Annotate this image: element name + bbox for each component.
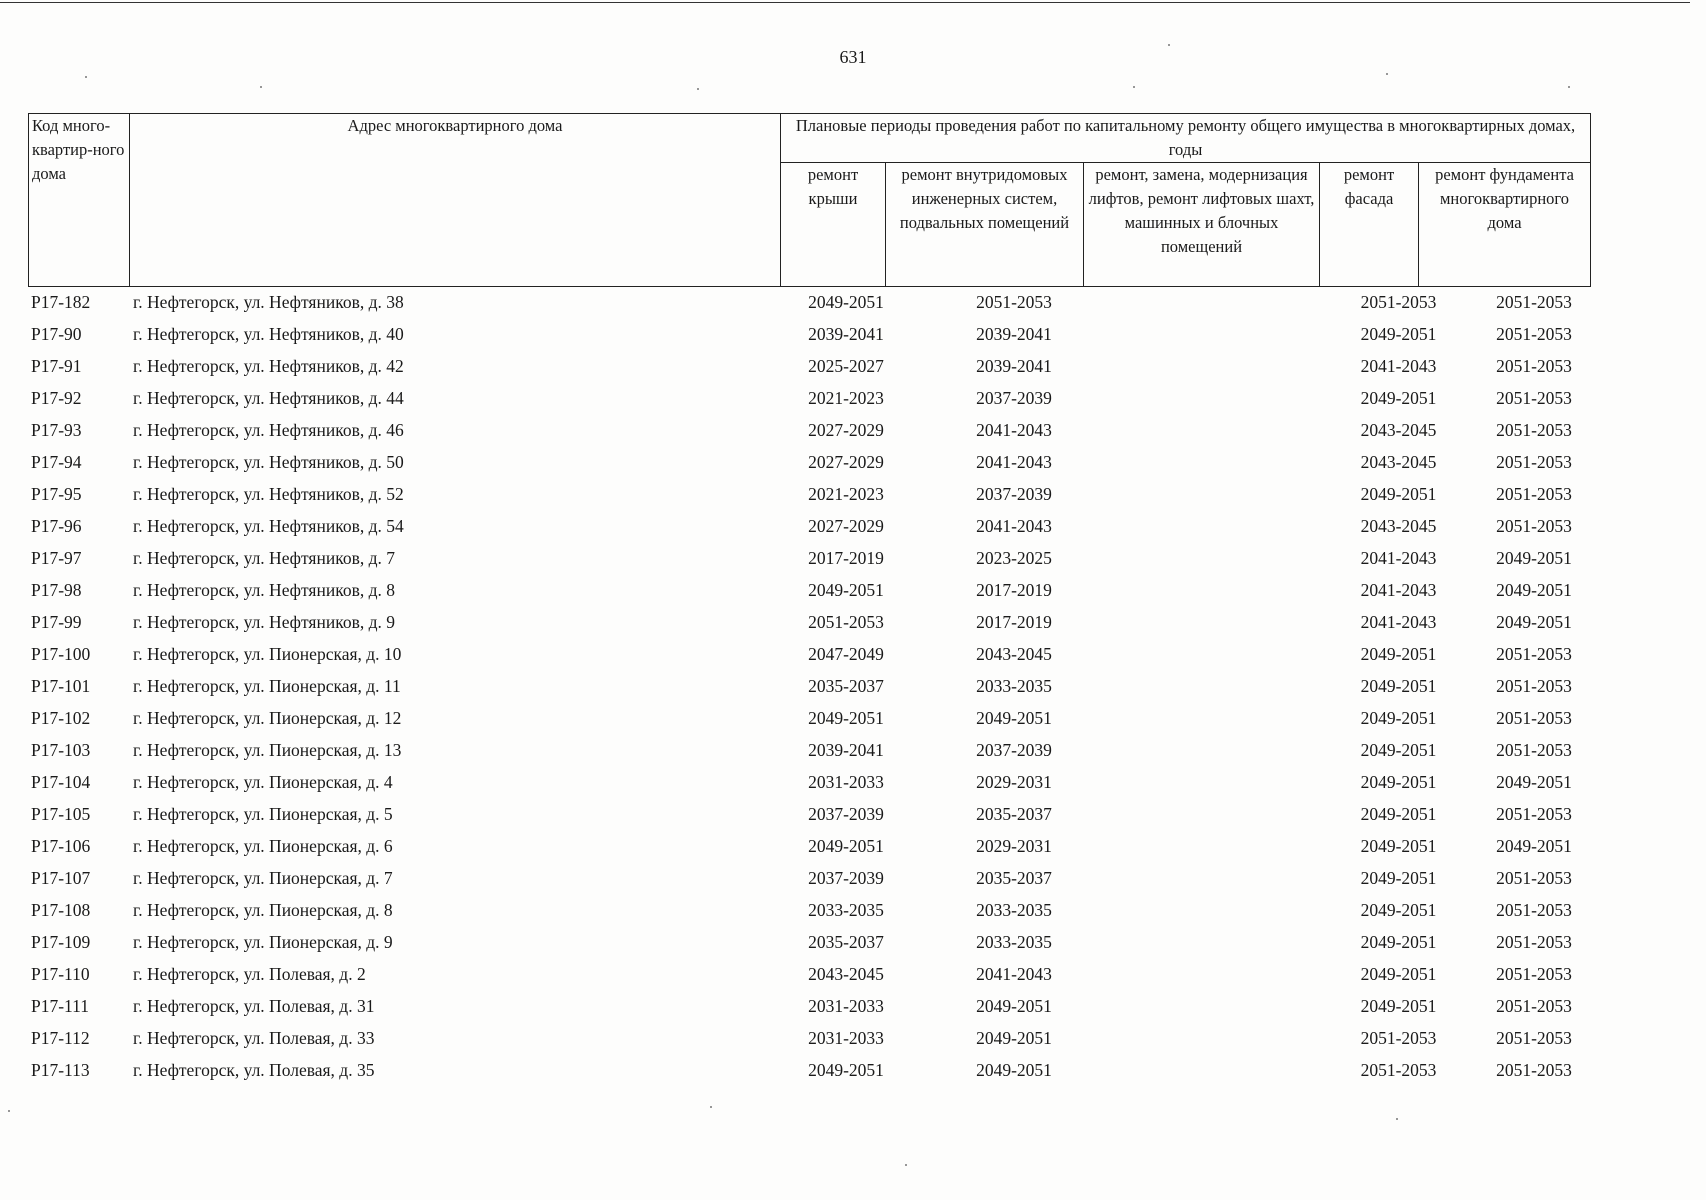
cell-roof: 2039-2041 — [808, 324, 884, 344]
table-row — [28, 705, 1590, 737]
cell-roof: 2049-2051 — [808, 580, 884, 600]
cell-code: P17-94 — [31, 452, 82, 472]
cell-facade: 2041-2043 — [1360, 580, 1437, 600]
table-row — [28, 673, 1590, 705]
table-row — [28, 481, 1590, 513]
cell-code: P17-93 — [31, 420, 82, 440]
cell-foundation: 2051-2053 — [1496, 356, 1572, 376]
cell-roof: 2037-2039 — [808, 868, 884, 888]
cell-engineering: 2041-2043 — [976, 964, 1052, 984]
cell-address: г. Нефтегорск, ул. Полевая, д. 33 — [133, 1028, 375, 1048]
cell-foundation: 2049-2051 — [1496, 580, 1572, 600]
cell-code: P17-107 — [31, 868, 91, 888]
cell-foundation: 2051-2053 — [1496, 516, 1572, 536]
cell-foundation: 2049-2051 — [1496, 836, 1572, 856]
cell-roof: 2035-2037 — [808, 932, 884, 952]
cell-engineering: 2049-2051 — [976, 708, 1052, 728]
cell-facade: 2049-2051 — [1360, 932, 1437, 952]
cell-roof: 2037-2039 — [808, 804, 884, 824]
cell-engineering: 2033-2035 — [976, 676, 1052, 696]
cell-address: г. Нефтегорск, ул. Нефтяников, д. 42 — [133, 356, 404, 376]
cell-foundation: 2051-2053 — [1496, 644, 1572, 664]
cell-engineering: 2017-2019 — [976, 580, 1052, 600]
cell-address: г. Нефтегорск, ул. Нефтяников, д. 54 — [133, 516, 404, 536]
cell-address: г. Нефтегорск, ул. Пионерская, д. 7 — [133, 868, 393, 888]
cell-roof: 2027-2029 — [808, 452, 884, 472]
cell-address: г. Нефтегорск, ул. Пионерская, д. 12 — [133, 708, 402, 728]
cell-foundation: 2051-2053 — [1496, 996, 1572, 1016]
cell-code: P17-90 — [31, 324, 82, 344]
cell-foundation: 2051-2053 — [1496, 932, 1572, 952]
cell-roof: 2033-2035 — [808, 900, 884, 920]
cell-code: P17-101 — [31, 676, 91, 696]
cell-engineering: 2017-2019 — [976, 612, 1052, 632]
table-row — [28, 929, 1590, 961]
cell-facade: 2051-2053 — [1360, 292, 1437, 312]
cell-code: P17-110 — [31, 964, 90, 984]
table-row — [28, 513, 1590, 545]
cell-code: P17-104 — [31, 772, 91, 792]
cell-code: P17-102 — [31, 708, 91, 728]
cell-foundation: 2051-2053 — [1496, 452, 1572, 472]
cell-facade: 2049-2051 — [1360, 804, 1437, 824]
cell-facade: 2049-2051 — [1360, 836, 1437, 856]
scan-speck — [1568, 86, 1570, 88]
table-row — [28, 865, 1590, 897]
cell-address: г. Нефтегорск, ул. Пионерская, д. 9 — [133, 932, 393, 952]
cell-code: P17-103 — [31, 740, 91, 760]
scan-speck — [1396, 1118, 1398, 1120]
cell-code: P17-112 — [31, 1028, 90, 1048]
scan-speck — [697, 88, 699, 90]
scan-speck — [85, 76, 87, 78]
cell-roof: 2021-2023 — [808, 388, 884, 408]
cell-code: P17-113 — [31, 1060, 90, 1080]
cell-code: P17-111 — [31, 996, 90, 1016]
scan-speck — [8, 1110, 10, 1112]
cell-address: г. Нефтегорск, ул. Пионерская, д. 11 — [133, 676, 401, 696]
cell-address: г. Нефтегорск, ул. Полевая, д. 2 — [133, 964, 366, 984]
cell-address: г. Нефтегорск, ул. Пионерская, д. 6 — [133, 836, 393, 856]
table-body — [28, 289, 1590, 1089]
cell-code: P17-97 — [31, 548, 82, 568]
cell-foundation: 2051-2053 — [1496, 676, 1572, 696]
cell-foundation: 2051-2053 — [1496, 292, 1572, 312]
cell-engineering: 2029-2031 — [976, 772, 1052, 792]
cell-address: г. Нефтегорск, ул. Пионерская, д. 8 — [133, 900, 393, 920]
cell-roof: 2027-2029 — [808, 516, 884, 536]
cell-roof: 2047-2049 — [808, 644, 884, 664]
table-row — [28, 417, 1590, 449]
cell-engineering: 2041-2043 — [976, 420, 1052, 440]
cell-address: г. Нефтегорск, ул. Полевая, д. 31 — [133, 996, 375, 1016]
cell-foundation: 2051-2053 — [1496, 804, 1572, 824]
scan-speck — [1133, 86, 1135, 88]
cell-facade: 2043-2045 — [1360, 516, 1437, 536]
cell-facade: 2041-2043 — [1360, 612, 1437, 632]
table-row — [28, 577, 1590, 609]
cell-engineering: 2049-2051 — [976, 996, 1052, 1016]
cell-engineering: 2023-2025 — [976, 548, 1052, 568]
cell-address: г. Нефтегорск, ул. Нефтяников, д. 46 — [133, 420, 404, 440]
cell-roof: 2049-2051 — [808, 292, 884, 312]
cell-engineering: 2029-2031 — [976, 836, 1052, 856]
cell-foundation: 2049-2051 — [1496, 612, 1572, 632]
cell-code: P17-91 — [31, 356, 82, 376]
cell-facade: 2043-2045 — [1360, 452, 1437, 472]
cell-facade: 2049-2051 — [1360, 740, 1437, 760]
cell-foundation: 2051-2053 — [1496, 868, 1572, 888]
cell-roof: 2031-2033 — [808, 996, 884, 1016]
cell-code: P17-108 — [31, 900, 91, 920]
table-row — [28, 353, 1590, 385]
table-row — [28, 993, 1590, 1025]
cell-foundation: 2051-2053 — [1496, 900, 1572, 920]
table-header — [28, 113, 1591, 287]
cell-foundation: 2051-2053 — [1496, 708, 1572, 728]
cell-address: г. Нефтегорск, ул. Нефтяников, д. 7 — [133, 548, 395, 568]
cell-roof: 2021-2023 — [808, 484, 884, 504]
cell-foundation: 2051-2053 — [1496, 420, 1572, 440]
header-foundation: ремонт фундамента многоквартирного дома — [1419, 163, 1591, 287]
cell-facade: 2041-2043 — [1360, 356, 1437, 376]
table-row — [28, 737, 1590, 769]
cell-engineering: 2051-2053 — [976, 292, 1052, 312]
cell-address: г. Нефтегорск, ул. Нефтяников, д. 44 — [133, 388, 404, 408]
scan-speck — [260, 86, 262, 88]
cell-foundation: 2051-2053 — [1496, 388, 1572, 408]
table-row — [28, 833, 1590, 865]
cell-engineering: 2037-2039 — [976, 388, 1052, 408]
header-lifts: ремонт, замена, модернизация лифтов, ремонт лифтовых шахт, машинных и блочных помещений — [1084, 163, 1320, 287]
cell-address: г. Нефтегорск, ул. Пионерская, д. 5 — [133, 804, 393, 824]
cell-roof: 2049-2051 — [808, 1060, 884, 1080]
cell-foundation: 2051-2053 — [1496, 1060, 1572, 1080]
scan-speck — [1386, 73, 1388, 75]
cell-facade: 2041-2043 — [1360, 548, 1437, 568]
top-border-line — [0, 2, 1690, 3]
cell-facade: 2049-2051 — [1360, 324, 1437, 344]
header-address: Адрес многоквартирного дома — [130, 114, 781, 287]
cell-address: г. Нефтегорск, ул. Нефтяников, д. 8 — [133, 580, 395, 600]
cell-engineering: 2035-2037 — [976, 868, 1052, 888]
cell-code: P17-109 — [31, 932, 91, 952]
cell-foundation: 2051-2053 — [1496, 964, 1572, 984]
cell-roof: 2031-2033 — [808, 772, 884, 792]
cell-code: P17-92 — [31, 388, 82, 408]
cell-address: г. Нефтегорск, ул. Нефтяников, д. 9 — [133, 612, 395, 632]
cell-engineering: 2041-2043 — [976, 452, 1052, 472]
cell-engineering: 2043-2045 — [976, 644, 1052, 664]
cell-code: P17-96 — [31, 516, 82, 536]
cell-facade: 2049-2051 — [1360, 644, 1437, 664]
header-engineering: ремонт внутридомовых инженерных систем, подвальных помещений — [886, 163, 1084, 287]
table-row — [28, 321, 1590, 353]
cell-address: г. Нефтегорск, ул. Нефтяников, д. 40 — [133, 324, 404, 344]
table-row — [28, 769, 1590, 801]
cell-engineering: 2039-2041 — [976, 324, 1052, 344]
cell-roof: 2025-2027 — [808, 356, 884, 376]
cell-engineering: 2039-2041 — [976, 356, 1052, 376]
scan-speck — [710, 1106, 712, 1108]
cell-facade: 2049-2051 — [1360, 900, 1437, 920]
cell-engineering: 2037-2039 — [976, 484, 1052, 504]
cell-engineering: 2037-2039 — [976, 740, 1052, 760]
cell-address: г. Нефтегорск, ул. Нефтяников, д. 50 — [133, 452, 404, 472]
table-row — [28, 801, 1590, 833]
cell-foundation: 2049-2051 — [1496, 548, 1572, 568]
scan-speck — [1168, 44, 1170, 46]
cell-address: г. Нефтегорск, ул. Пионерская, д. 13 — [133, 740, 402, 760]
cell-code: P17-106 — [31, 836, 91, 856]
cell-roof: 2031-2033 — [808, 1028, 884, 1048]
cell-code: P17-105 — [31, 804, 91, 824]
cell-code: P17-99 — [31, 612, 82, 632]
table-row — [28, 641, 1590, 673]
table-row — [28, 385, 1590, 417]
cell-code: P17-182 — [31, 292, 91, 312]
table-row — [28, 897, 1590, 929]
cell-foundation: 2051-2053 — [1496, 740, 1572, 760]
cell-roof: 2049-2051 — [808, 708, 884, 728]
table-row — [28, 961, 1590, 993]
cell-address: г. Нефтегорск, ул. Пионерская, д. 10 — [133, 644, 402, 664]
cell-roof: 2049-2051 — [808, 836, 884, 856]
table-row — [28, 1025, 1590, 1057]
cell-engineering: 2049-2051 — [976, 1028, 1052, 1048]
cell-foundation: 2051-2053 — [1496, 484, 1572, 504]
cell-foundation: 2049-2051 — [1496, 772, 1572, 792]
cell-facade: 2049-2051 — [1360, 772, 1437, 792]
cell-engineering: 2033-2035 — [976, 932, 1052, 952]
cell-facade: 2049-2051 — [1360, 708, 1437, 728]
header-code: Код много-квартир-ного дома — [29, 114, 130, 287]
cell-roof: 2027-2029 — [808, 420, 884, 440]
cell-address: г. Нефтегорск, ул. Нефтяников, д. 52 — [133, 484, 404, 504]
cell-facade: 2043-2045 — [1360, 420, 1437, 440]
cell-roof: 2043-2045 — [808, 964, 884, 984]
header-roof: ремонт крыши — [781, 163, 886, 287]
cell-engineering: 2041-2043 — [976, 516, 1052, 536]
cell-code: P17-98 — [31, 580, 82, 600]
cell-engineering: 2049-2051 — [976, 1060, 1052, 1080]
cell-roof: 2017-2019 — [808, 548, 884, 568]
cell-facade: 2049-2051 — [1360, 676, 1437, 696]
cell-facade: 2049-2051 — [1360, 388, 1437, 408]
cell-roof: 2039-2041 — [808, 740, 884, 760]
cell-engineering: 2033-2035 — [976, 900, 1052, 920]
cell-facade: 2049-2051 — [1360, 964, 1437, 984]
cell-foundation: 2051-2053 — [1496, 324, 1572, 344]
cell-address: г. Нефтегорск, ул. Пионерская, д. 4 — [133, 772, 393, 792]
cell-engineering: 2035-2037 — [976, 804, 1052, 824]
table-row — [28, 1057, 1590, 1089]
cell-roof: 2035-2037 — [808, 676, 884, 696]
header-planned-periods: Плановые периоды проведения работ по капитальному ремонту общего имущества в многоквартирных домах, годы — [781, 114, 1591, 163]
table-row — [28, 449, 1590, 481]
cell-facade: 2051-2053 — [1360, 1060, 1437, 1080]
cell-address: г. Нефтегорск, ул. Нефтяников, д. 38 — [133, 292, 404, 312]
table-row — [28, 545, 1590, 577]
cell-facade: 2049-2051 — [1360, 996, 1437, 1016]
cell-facade: 2049-2051 — [1360, 868, 1437, 888]
cell-address: г. Нефтегорск, ул. Полевая, д. 35 — [133, 1060, 375, 1080]
table-row — [28, 609, 1590, 641]
cell-foundation: 2051-2053 — [1496, 1028, 1572, 1048]
page-number: 631 — [839, 47, 867, 67]
table-row — [28, 289, 1590, 321]
cell-facade: 2051-2053 — [1360, 1028, 1437, 1048]
cell-code: P17-100 — [31, 644, 91, 664]
cell-facade: 2049-2051 — [1360, 484, 1437, 504]
cell-roof: 2051-2053 — [808, 612, 884, 632]
cell-code: P17-95 — [31, 484, 82, 504]
scan-speck — [905, 1164, 907, 1166]
header-facade: ремонт фасада — [1320, 163, 1419, 287]
